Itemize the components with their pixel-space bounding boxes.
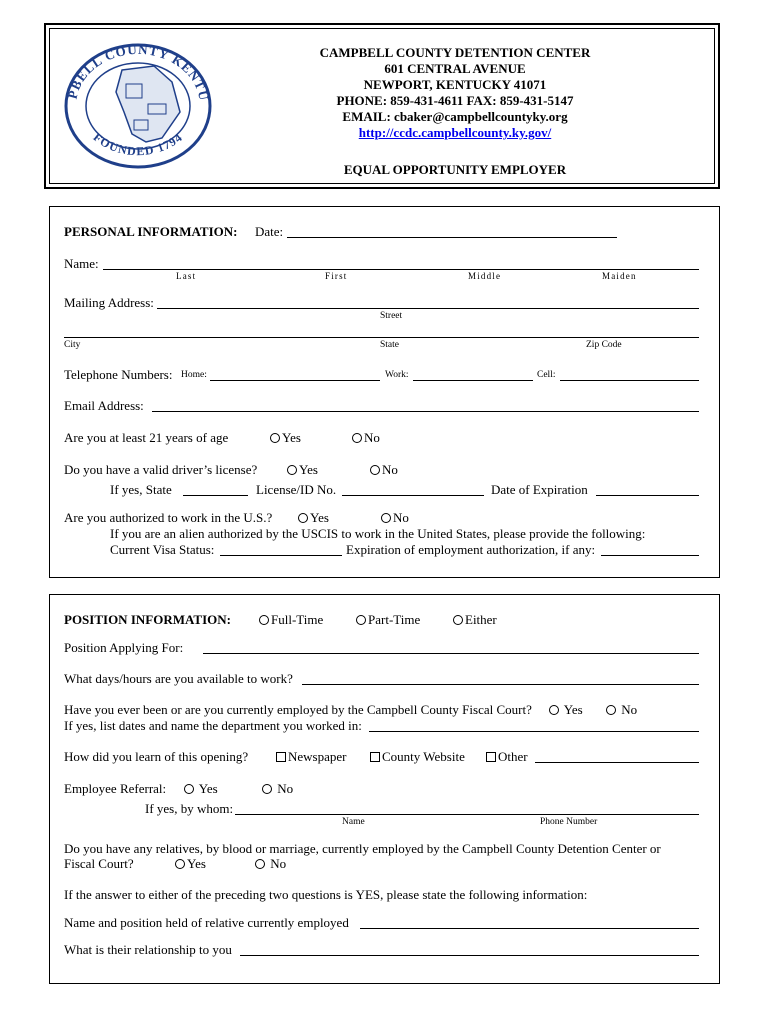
relatives-yes-option[interactable]: Yes — [175, 856, 206, 872]
referral-label: Employee Referral: — [64, 781, 167, 796]
if-yes-state-label: If yes, State — [110, 482, 172, 497]
radio-icon[interactable] — [262, 784, 272, 794]
checkbox-icon[interactable] — [486, 752, 496, 762]
personal-info-title: PERSONAL INFORMATION: — [64, 224, 238, 239]
license-id-label: License/ID No. — [256, 482, 337, 497]
seal-ring-text: PBELL COUNTY KENTU — [64, 42, 212, 103]
license-state-field[interactable] — [183, 495, 248, 496]
work-label: Work: — [385, 370, 409, 380]
age-no-option[interactable]: No — [352, 430, 380, 446]
expiration-authorization-label: Expiration of employment authorization, if any: — [346, 542, 596, 557]
header-line-email: EMAIL: cbaker@campbellcountyky.org — [342, 109, 568, 124]
name-sub-maiden: Maiden — [602, 271, 637, 281]
home-label: Home: — [181, 370, 207, 380]
radio-icon[interactable] — [370, 465, 380, 475]
name-sub-first: First — [325, 271, 348, 281]
license-no-option[interactable]: No — [370, 462, 398, 478]
relatives-no-option[interactable]: No — [255, 856, 286, 872]
age-yes-option[interactable]: Yes — [270, 430, 301, 446]
relatives-question-line1: Do you have any relatives, by blood or marriage, currently employed by the Campbell County Detention Center or — [64, 841, 661, 856]
cell-label: Cell: — [537, 370, 556, 380]
name-field[interactable] — [103, 269, 699, 270]
date-label: Date: — [255, 224, 284, 239]
ref-phone-sublabel: Phone Number — [540, 817, 598, 827]
expiration-authorization-field[interactable] — [601, 555, 699, 556]
position-applying-field[interactable] — [203, 653, 699, 654]
seal-founded-text: FOUNDED 1794 — [90, 129, 186, 159]
position-applying-label: Position Applying For: — [64, 640, 184, 655]
city-sublabel: City — [64, 340, 81, 350]
employed-yes-option[interactable]: Yes — [549, 702, 583, 718]
employed-list-field[interactable] — [369, 731, 699, 732]
radio-icon[interactable] — [259, 615, 269, 625]
street-field[interactable] — [157, 308, 699, 309]
authorized-no-option[interactable]: No — [381, 510, 409, 526]
radio-icon[interactable] — [287, 465, 297, 475]
street-sublabel: Street — [380, 311, 403, 321]
mailing-address-label: Mailing Address: — [64, 295, 154, 310]
learn-question: How did you learn of this opening? — [64, 749, 249, 764]
authorized-question: Are you authorized to work in the U.S.? — [64, 510, 273, 525]
visa-status-field[interactable] — [220, 555, 342, 556]
county-website-option[interactable]: County Website — [370, 749, 465, 765]
newspaper-option[interactable]: Newspaper — [276, 749, 346, 765]
checkbox-icon[interactable] — [276, 752, 286, 762]
radio-icon[interactable] — [356, 615, 366, 625]
checkbox-icon[interactable] — [370, 752, 380, 762]
cell-phone-field[interactable] — [560, 380, 699, 381]
radio-icon[interactable] — [606, 705, 616, 715]
visa-status-label: Current Visa Status: — [110, 542, 215, 557]
header-line-name: CAMPBELL COUNTY DETENTION CENTER — [319, 45, 591, 60]
radio-icon[interactable] — [381, 513, 391, 523]
telephone-label: Telephone Numbers: — [64, 367, 173, 382]
work-phone-field[interactable] — [413, 380, 533, 381]
name-sub-middle: Middle — [468, 271, 502, 281]
email-label: Email Address: — [64, 398, 144, 413]
relatives-question-line2: Fiscal Court? — [64, 856, 134, 871]
position-info-title: POSITION INFORMATION: — [64, 612, 231, 627]
expiration-field[interactable] — [596, 495, 699, 496]
employed-no-option[interactable]: No — [606, 702, 637, 718]
header-website-link[interactable]: http://ccdc.campbellcounty.ky.gov/ — [358, 125, 552, 140]
date-field[interactable] — [287, 237, 617, 238]
referral-yes-option[interactable]: Yes — [184, 781, 218, 797]
license-yes-option[interactable]: Yes — [287, 462, 318, 478]
state-sublabel: State — [380, 340, 399, 350]
relationship-label: What is their relationship to you — [64, 942, 232, 957]
availability-label: What days/hours are you available to work? — [64, 671, 293, 686]
header-line-phone: PHONE: 859-431-4611 FAX: 859-431-5147 — [336, 93, 574, 108]
header-text-block — [240, 45, 670, 141]
radio-icon[interactable] — [298, 513, 308, 523]
alien-instructions: If you are an alien authorized by the USCIS to work in the United States, please provide the following: — [110, 526, 646, 541]
header-line-city: NEWPORT, KENTUCKY 41071 — [363, 77, 547, 92]
either-option[interactable]: Either — [453, 612, 497, 628]
header-line-address: 601 CENTRAL AVENUE — [384, 61, 526, 76]
relative-name-field[interactable] — [360, 928, 699, 929]
radio-icon[interactable] — [270, 433, 280, 443]
other-option[interactable]: Other — [486, 749, 528, 765]
zip-sublabel: Zip Code — [586, 340, 622, 350]
ref-name-sublabel: Name — [342, 817, 365, 827]
radio-icon[interactable] — [453, 615, 463, 625]
license-question: Do you have a valid driver’s license? — [64, 462, 258, 477]
radio-icon[interactable] — [352, 433, 362, 443]
radio-icon[interactable] — [549, 705, 559, 715]
age-question: Are you at least 21 years of age — [64, 430, 229, 445]
part-time-option[interactable]: Part-Time — [356, 612, 420, 628]
full-time-option[interactable]: Full-Time — [259, 612, 323, 628]
by-whom-label: If yes, by whom: — [145, 801, 234, 816]
preceding-instructions: If the answer to either of the preceding two questions is YES, please state the following information: — [64, 887, 588, 902]
authorized-yes-option[interactable]: Yes — [298, 510, 329, 526]
radio-icon[interactable] — [175, 859, 185, 869]
expiration-label: Date of Expiration — [491, 482, 588, 497]
email-field[interactable] — [152, 411, 699, 412]
availability-field[interactable] — [302, 684, 699, 685]
relationship-field[interactable] — [240, 955, 699, 956]
home-phone-field[interactable] — [210, 380, 380, 381]
license-id-field[interactable] — [342, 495, 484, 496]
referral-name-field[interactable] — [235, 814, 699, 815]
radio-icon[interactable] — [255, 859, 265, 869]
other-field[interactable] — [535, 762, 699, 763]
referral-no-option[interactable]: No — [262, 781, 293, 797]
name-label: Name: — [64, 256, 99, 271]
relative-name-label: Name and position held of relative currently employed — [64, 915, 349, 930]
city-state-zip-field[interactable] — [64, 337, 699, 338]
radio-icon[interactable] — [184, 784, 194, 794]
county-seal — [62, 42, 214, 170]
name-sub-last: Last — [176, 271, 197, 281]
employed-list-label: If yes, list dates and name the department you worked in: — [64, 718, 362, 733]
eoe-text: EQUAL OPPORTUNITY EMPLOYER — [343, 162, 567, 177]
employed-question: Have you ever been or are you currently employed by the Campbell County Fiscal Court? — [64, 702, 532, 717]
